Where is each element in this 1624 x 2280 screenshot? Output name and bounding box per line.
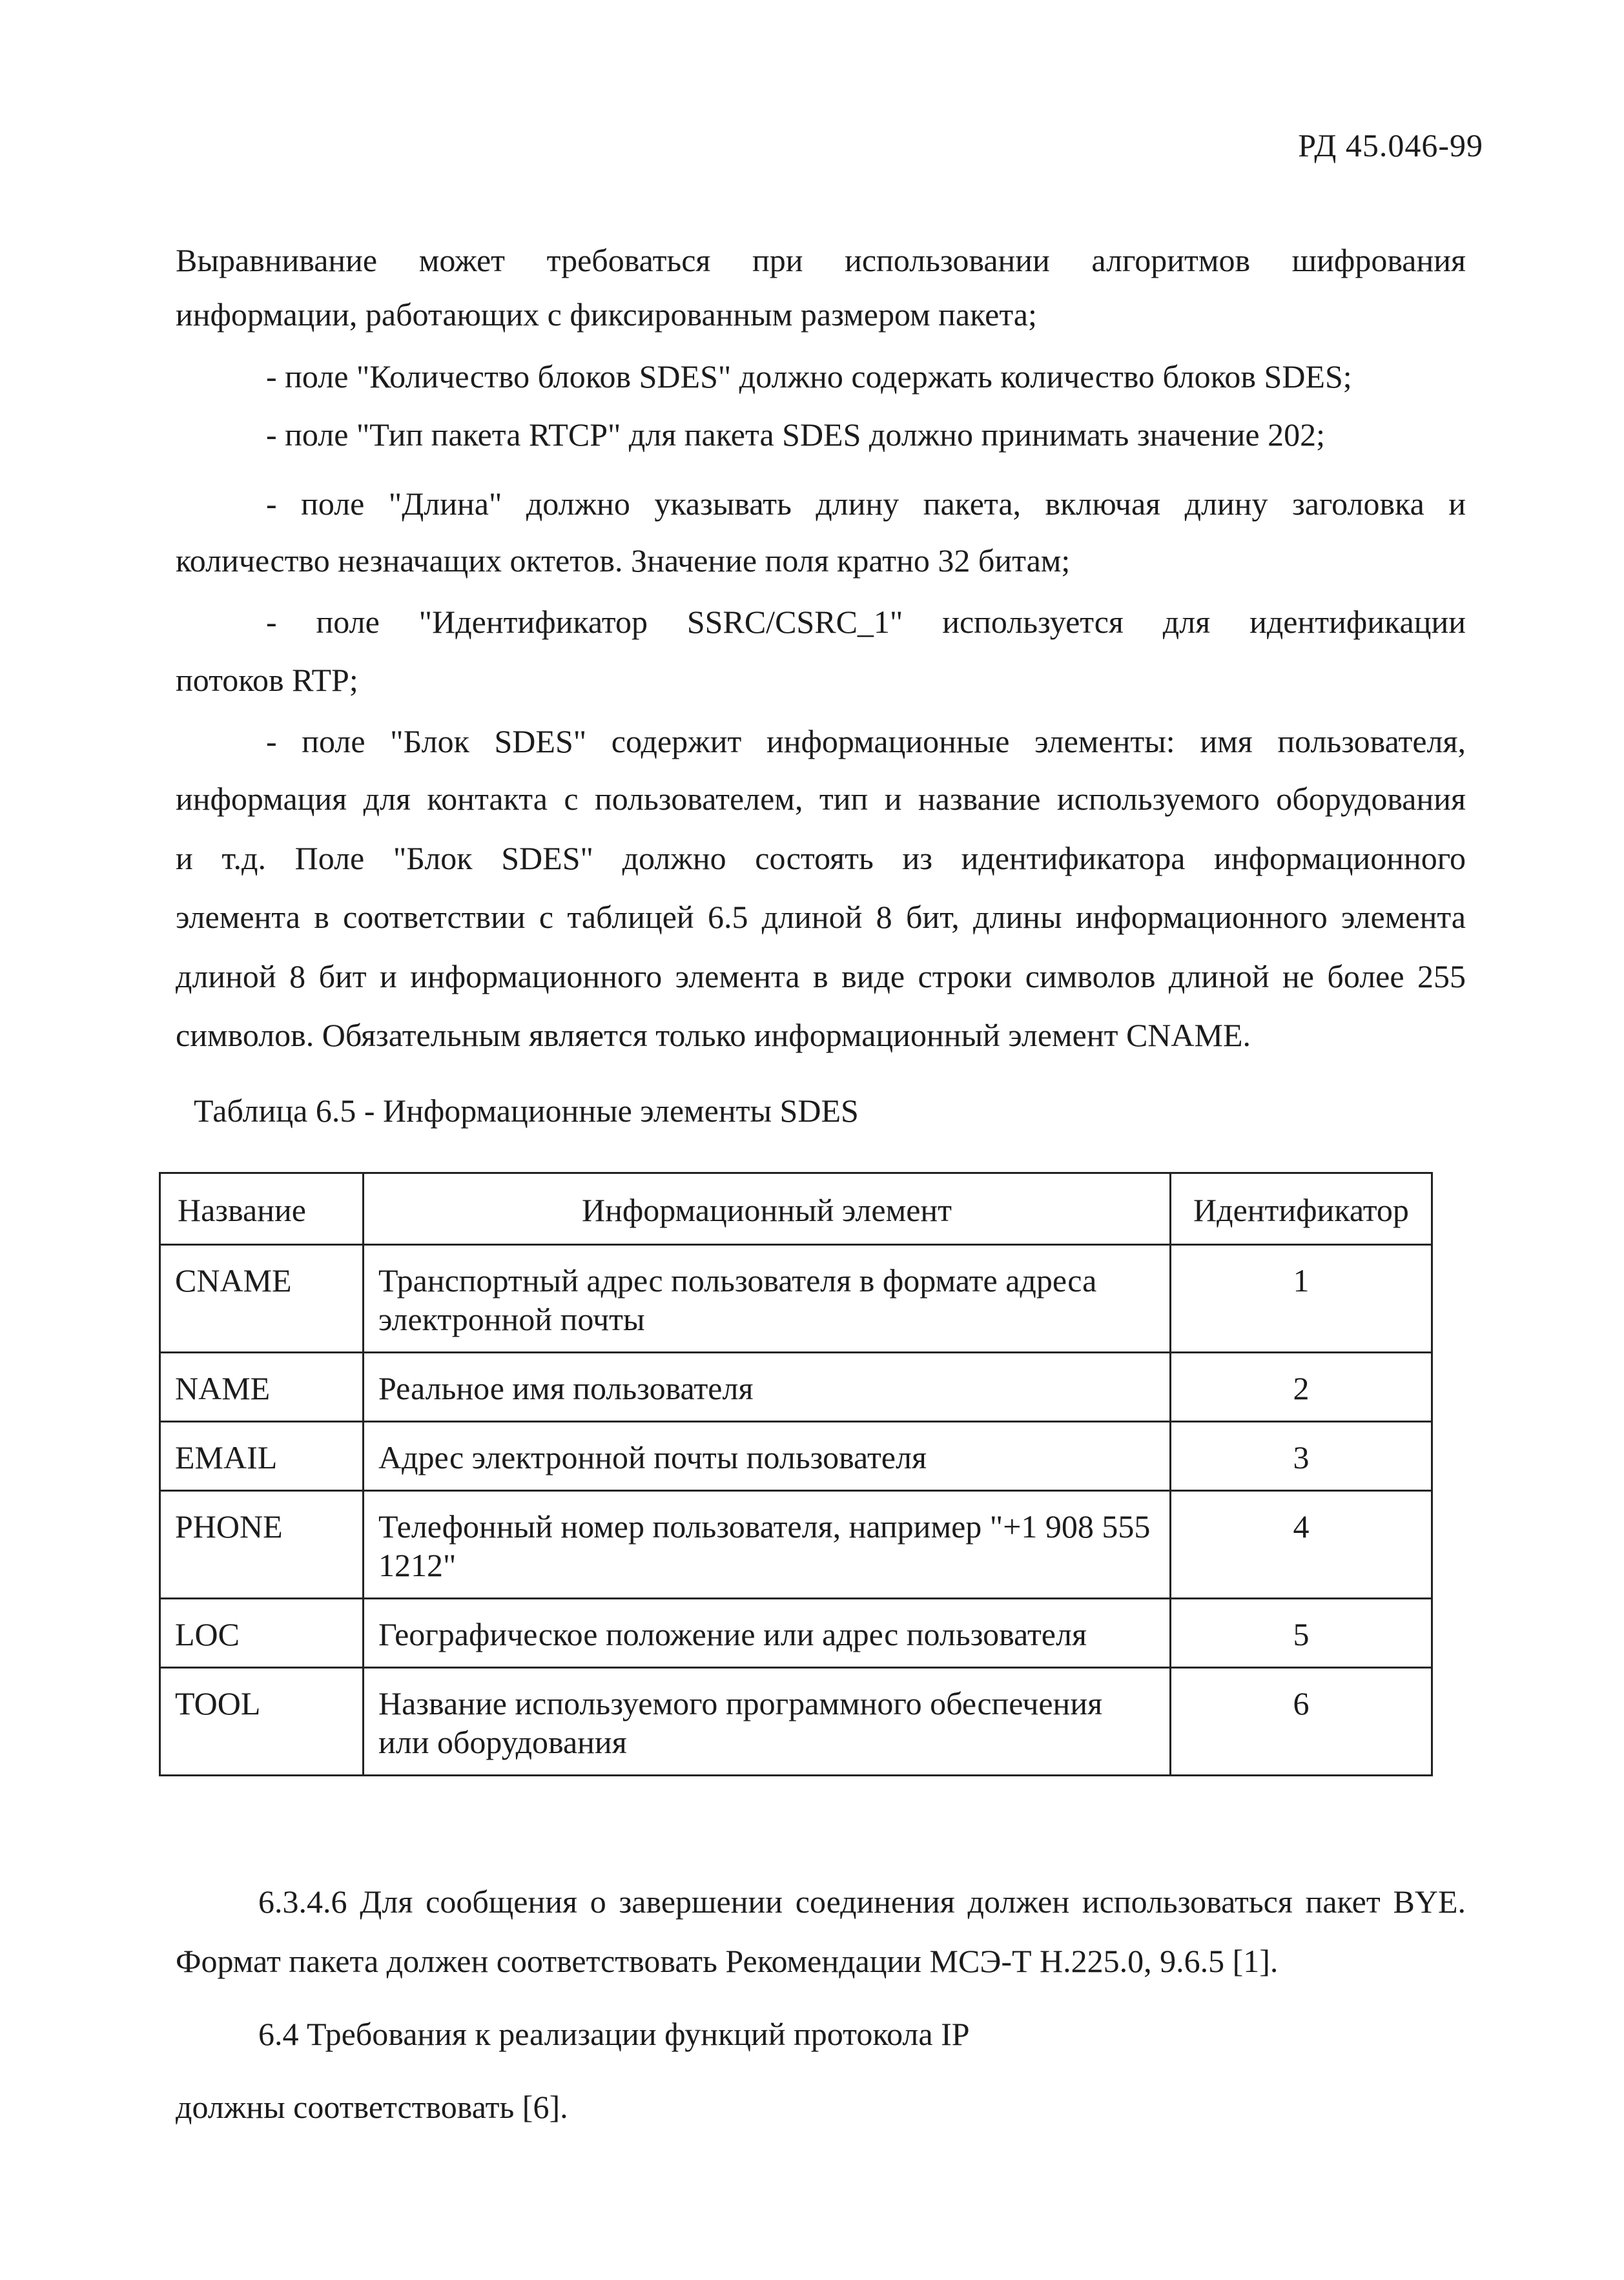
cell-identifier: 3 xyxy=(1171,1422,1432,1491)
cell-name: PHONE xyxy=(160,1491,364,1599)
column-header-element: Информационный элемент xyxy=(364,1173,1171,1245)
bullet-sdes-block-line-4: элемента в соответствии с таблицей 6.5 длиной 8 бит, длины информационного элемента xyxy=(176,899,1466,935)
cell-name: CNAME xyxy=(160,1245,364,1353)
cell-element: Название используемого программного обеспечения или оборудования xyxy=(364,1668,1171,1776)
table-row xyxy=(160,1245,1432,1353)
cell-identifier: 1 xyxy=(1171,1245,1432,1353)
bullet-sdes-count: - поле "Количество блоков SDES" должно содержать количество блоков SDES; xyxy=(266,358,1352,395)
table-caption: Таблица 6.5 - Информационные элементы SDES xyxy=(194,1093,859,1129)
cell-identifier: 5 xyxy=(1171,1599,1432,1668)
document-code: РД 45.046-99 xyxy=(1298,127,1483,163)
bullet-ssrc-line-2: потоков RTP; xyxy=(176,662,358,698)
bullet-sdes-block-line-2: информация для контакта с пользователем, тип и название используемого оборудования xyxy=(176,781,1466,817)
cell-identifier: 6 xyxy=(1171,1668,1432,1776)
column-header-name: Название xyxy=(160,1173,364,1245)
cell-element: Географическое положение или адрес пользователя xyxy=(364,1599,1171,1668)
table-header-row xyxy=(160,1173,1432,1245)
paragraph-1-line-2: информации, работающих с фиксированным размером пакета; xyxy=(176,296,1037,333)
cell-element: Транспортный адрес пользователя в формате адреса электронной почты xyxy=(364,1245,1171,1353)
cell-identifier: 4 xyxy=(1171,1491,1432,1599)
table-row xyxy=(160,1599,1432,1668)
paragraph-1-line-1: Выравнивание может требоваться при использовании алгоритмов шифрования xyxy=(176,242,1466,278)
cell-name: LOC xyxy=(160,1599,364,1668)
bullet-sdes-block-line-6: символов. Обязательным является только информационный элемент CNAME. xyxy=(176,1017,1251,1053)
cell-name: EMAIL xyxy=(160,1422,364,1491)
table-row xyxy=(160,1491,1432,1599)
section-6346-line-2: Формат пакета должен соответствовать Рекомендации МСЭ-Т Н.225.0, 9.6.5 [1]. xyxy=(176,1943,1279,1979)
section-6-4-text: должны соответствовать [6]. xyxy=(176,2089,568,2125)
cell-element: Телефонный номер пользователя, например "+1 908 555 1212" xyxy=(364,1491,1171,1599)
bullet-sdes-block-line-3: и т.д. Поле "Блок SDES" должно состоять из идентификатора информационного xyxy=(176,840,1466,876)
cell-element: Адрес электронной почты пользователя xyxy=(364,1422,1171,1491)
cell-name: NAME xyxy=(160,1353,364,1422)
cell-identifier: 2 xyxy=(1171,1353,1432,1422)
cell-name: TOOL xyxy=(160,1668,364,1776)
bullet-length-line-1: - поле "Длина" должно указывать длину пакета, включая длину заголовка и xyxy=(266,486,1466,522)
bullet-rtcp-type: - поле "Тип пакета RTCP" для пакета SDES должно принимать значение 202; xyxy=(266,416,1325,453)
sdes-elements-table xyxy=(159,1172,1433,1776)
column-header-identifier: Идентификатор xyxy=(1171,1173,1432,1245)
table-row xyxy=(160,1353,1432,1422)
section-6346-line-1: 6.3.4.6 Для сообщения о завершении соединения должен использоваться пакет BYE. xyxy=(258,1884,1466,1920)
table-row xyxy=(160,1668,1432,1776)
section-6-4-heading: 6.4 Требования к реализации функций протокола IP xyxy=(258,2016,970,2052)
bullet-sdes-block-line-1: - поле "Блок SDES" содержит информационные элементы: имя пользователя, xyxy=(266,723,1466,759)
cell-element: Реальное имя пользователя xyxy=(364,1353,1171,1422)
table-row xyxy=(160,1422,1432,1491)
bullet-sdes-block-line-5: длиной 8 бит и информационного элемента в виде строки символов длиной не более 255 xyxy=(176,958,1466,994)
bullet-length-line-2: количество незначащих октетов. Значение поля кратно 32 битам; xyxy=(176,542,1071,579)
bullet-ssrc-line-1: - поле "Идентификатор SSRC/CSRC_1" используется для идентификации xyxy=(266,604,1466,640)
